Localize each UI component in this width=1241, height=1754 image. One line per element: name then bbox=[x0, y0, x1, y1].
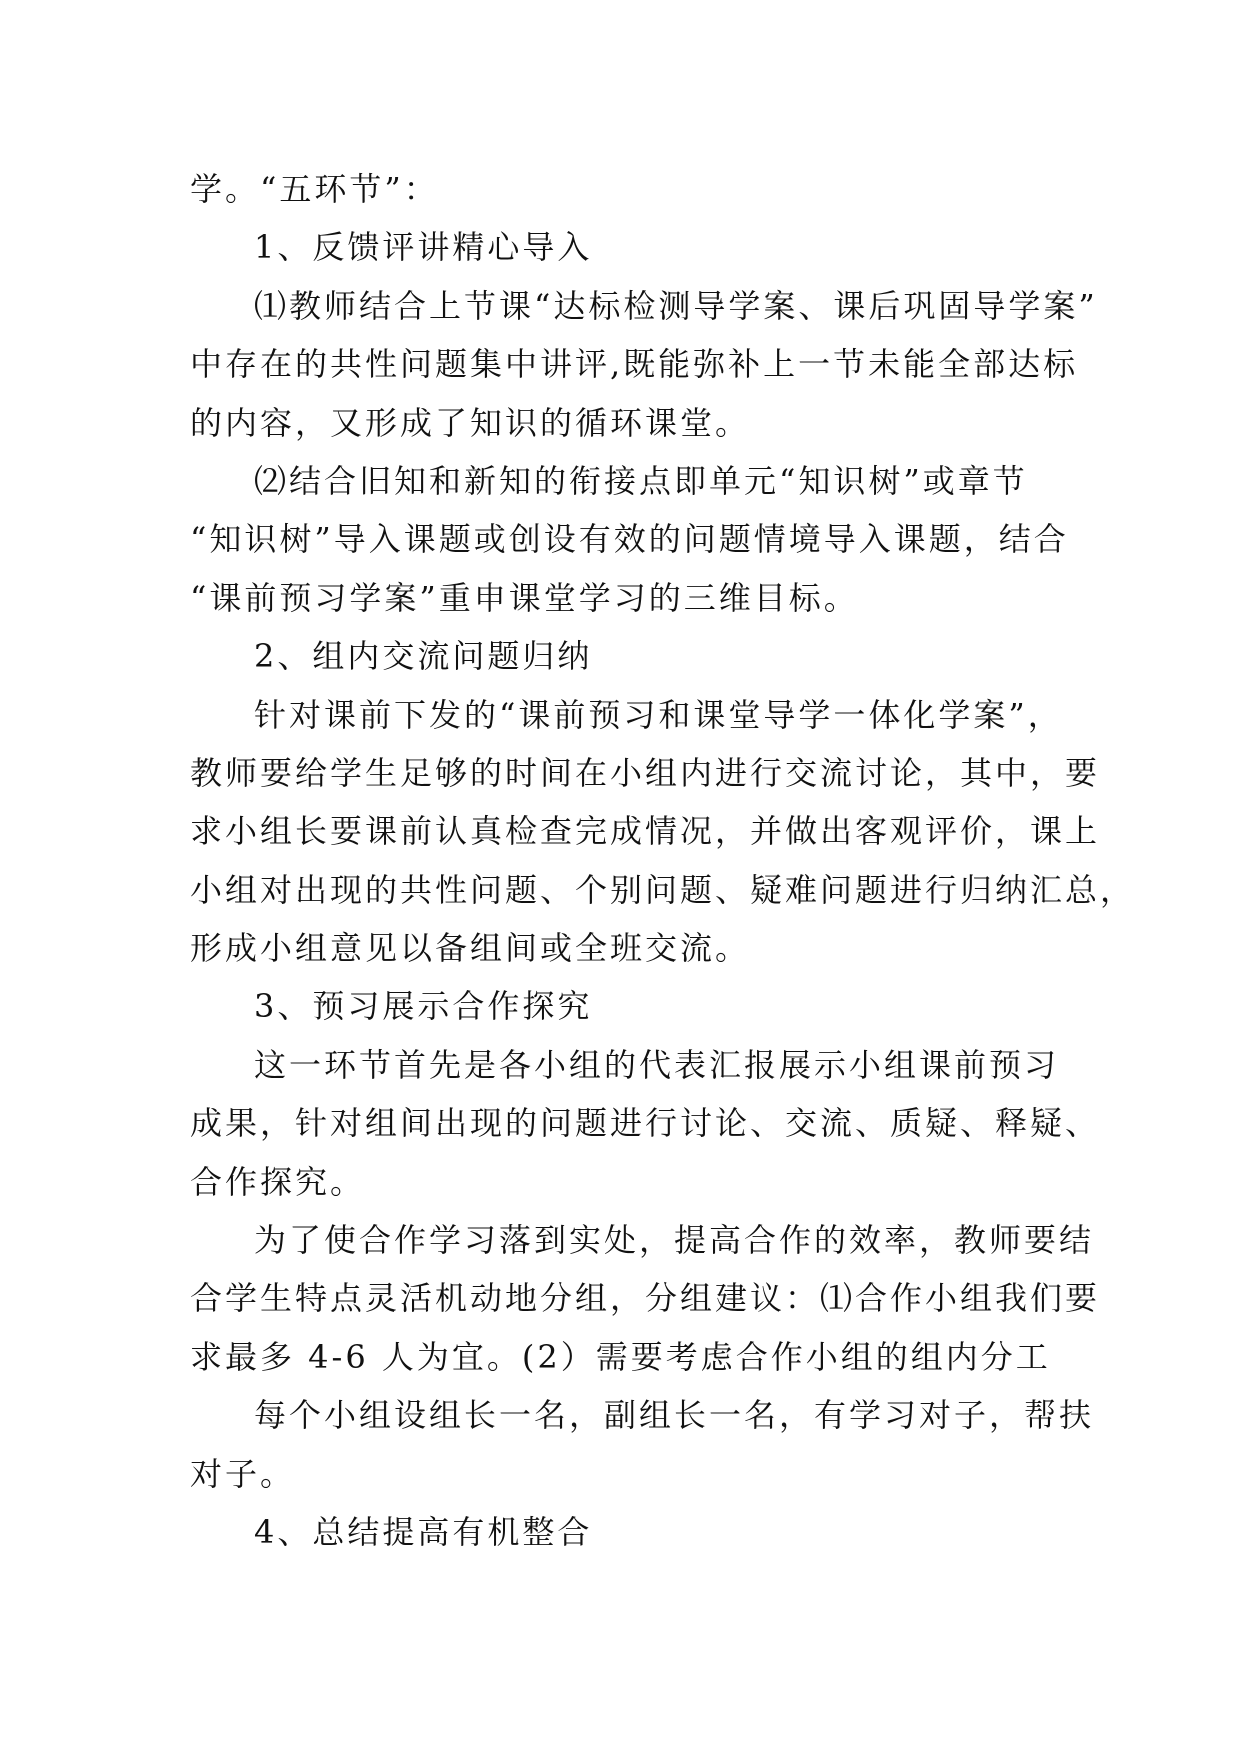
text-line: 成果，针对组间出现的问题进行讨论、交流、质疑、释疑、 bbox=[190, 1104, 1101, 1143]
text-line: 2、组内交流问题归纳 bbox=[254, 637, 593, 676]
text-line: 对子。 bbox=[190, 1454, 296, 1493]
text-line: ⑵结合旧知和新知的衔接点即单元“知识树”或章节 bbox=[254, 461, 1028, 500]
text-line: 形成小组意见以备组间或全班交流。 bbox=[190, 929, 751, 968]
text-line: 这一环节首先是各小组的代表汇报展示小组课前预习 bbox=[254, 1045, 1060, 1084]
text-line: 求小组长要课前认真检查完成情况，并做出客观评价，课上 bbox=[190, 812, 1101, 851]
text-line: 合学生特点灵活机动地分组，分组建议：⑴合作小组我们要 bbox=[190, 1279, 1101, 1318]
text-line: 为了使合作学习落到实处，提高合作的效率，教师要结 bbox=[254, 1221, 1095, 1260]
text-line: 求最多 4-6 人为宜。(2）需要考虑合作小组的组内分工 bbox=[190, 1337, 1051, 1376]
text-line: 1、反馈评讲精心导入 bbox=[254, 228, 593, 267]
text-line: 3、预习展示合作探究 bbox=[254, 987, 593, 1026]
document-body bbox=[190, 160, 1136, 1561]
text-line: 4、总结提高有机整合 bbox=[254, 1512, 593, 1551]
text-line: “知识树”导入课题或创设有效的问题情境导入课题，结合 bbox=[190, 520, 1069, 559]
text-line: 每个小组设组长一名，副组长一名，有学习对子，帮扶 bbox=[254, 1396, 1095, 1435]
text-line: 针对课前下发的“课前预习和课堂导学一体化学案”， bbox=[254, 695, 1063, 734]
text-line: 中存在的共性问题集中讲评,既能弥补上一节未能全部达标 bbox=[190, 345, 1079, 384]
text-line: 的内容，又形成了知识的循环课堂。 bbox=[190, 403, 751, 442]
text-line: ⑴教师结合上节课“达标检测导学案、课后巩固导学案” bbox=[254, 286, 1098, 325]
text-line: 合作探究。 bbox=[190, 1162, 366, 1201]
text-line: 教师要给学生足够的时间在小组内进行交流讨论，其中，要 bbox=[190, 753, 1101, 792]
text-line: 小组对出现的共性问题、个别问题、疑难问题进行归纳汇总， bbox=[190, 870, 1136, 909]
text-line: 学。“五环节”： bbox=[190, 170, 439, 208]
text-line: “课前预习学案”重申课堂学习的三维目标。 bbox=[190, 578, 859, 617]
